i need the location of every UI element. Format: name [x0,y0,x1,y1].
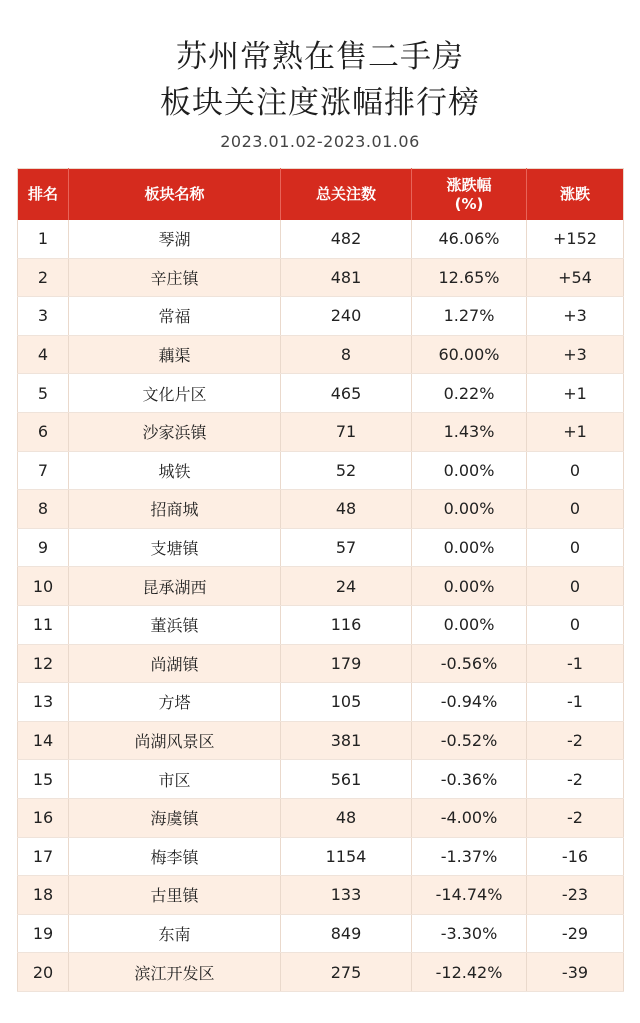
cell-change: +152 [527,220,624,258]
cell-area-name: 招商城 [69,490,281,529]
cell-total-follows: 52 [281,451,412,490]
cell-change-percent: 60.00% [412,335,527,374]
cell-change: -2 [527,798,624,837]
cell-rank: 11 [18,605,69,644]
table-row [18,335,624,374]
cell-change: -16 [527,837,624,876]
cell-change: -23 [527,876,624,915]
table-row [18,798,624,837]
cell-change: 0 [527,567,624,606]
cell-rank: 2 [18,258,69,297]
table-row [18,220,624,258]
cell-total-follows: 48 [281,490,412,529]
cell-total-follows: 105 [281,683,412,722]
cell-change: +3 [527,335,624,374]
table-row [18,451,624,490]
cell-area-name: 滨江开发区 [69,953,281,992]
cell-total-follows: 482 [281,220,412,258]
cell-total-follows: 48 [281,798,412,837]
cell-area-name: 文化片区 [69,374,281,413]
cell-rank: 19 [18,914,69,953]
table-row [18,683,624,722]
table-row [18,837,624,876]
header-rank: 排名 [18,169,69,221]
cell-rank: 1 [18,220,69,258]
table-body [18,220,624,991]
cell-area-name: 琴湖 [69,220,281,258]
cell-change-percent: -12.42% [412,953,527,992]
cell-total-follows: 381 [281,721,412,760]
cell-rank: 15 [18,760,69,799]
cell-rank: 13 [18,683,69,722]
cell-rank: 17 [18,837,69,876]
cell-change: 0 [527,490,624,529]
cell-change: +1 [527,374,624,413]
cell-change-percent: 0.22% [412,374,527,413]
cell-rank: 7 [18,451,69,490]
table-row [18,953,624,992]
cell-rank: 4 [18,335,69,374]
cell-change: -2 [527,721,624,760]
page-title-line-2: 板块关注度涨幅排行榜 [160,85,480,121]
cell-change-percent: 0.00% [412,528,527,567]
cell-area-name: 藕渠 [69,335,281,374]
cell-change-percent: 0.00% [412,451,527,490]
header-area-name: 板块名称 [69,169,281,221]
cell-area-name: 辛庄镇 [69,258,281,297]
cell-rank: 3 [18,297,69,336]
cell-change-percent: -4.00% [412,798,527,837]
cell-total-follows: 71 [281,412,412,451]
table-header-row [18,169,624,221]
cell-change: -1 [527,644,624,683]
cell-area-name: 沙家浜镇 [69,412,281,451]
cell-total-follows: 116 [281,605,412,644]
cell-area-name: 尚湖镇 [69,644,281,683]
cell-rank: 16 [18,798,69,837]
table-row [18,760,624,799]
header-total-follows: 总关注数 [281,169,412,221]
cell-area-name: 城铁 [69,451,281,490]
cell-total-follows: 240 [281,297,412,336]
cell-area-name: 东南 [69,914,281,953]
cell-area-name: 梅李镇 [69,837,281,876]
table-row [18,876,624,915]
ranking-table [17,168,624,992]
cell-rank: 10 [18,567,69,606]
cell-change: +1 [527,412,624,451]
header-change-percent: 涨跌幅 (%) [412,169,527,221]
cell-change: +54 [527,258,624,297]
cell-change-percent: -0.56% [412,644,527,683]
cell-change-percent: -14.74% [412,876,527,915]
cell-change: 0 [527,605,624,644]
cell-change-percent: -1.37% [412,837,527,876]
cell-total-follows: 57 [281,528,412,567]
cell-rank: 18 [18,876,69,915]
cell-change-percent: -0.94% [412,683,527,722]
cell-area-name: 支塘镇 [69,528,281,567]
cell-change: 0 [527,451,624,490]
cell-change: -29 [527,914,624,953]
cell-total-follows: 8 [281,335,412,374]
header-change: 涨跌 [527,169,624,221]
cell-change-percent: 1.27% [412,297,527,336]
cell-change-percent: -3.30% [412,914,527,953]
table-row [18,914,624,953]
cell-change-percent: 0.00% [412,567,527,606]
cell-change-percent: -0.52% [412,721,527,760]
cell-rank: 14 [18,721,69,760]
cell-total-follows: 24 [281,567,412,606]
cell-change-percent: 12.65% [412,258,527,297]
table-row [18,567,624,606]
cell-rank: 9 [18,528,69,567]
cell-total-follows: 561 [281,760,412,799]
page-title-line-1: 苏州常熟在售二手房 [176,39,464,75]
cell-area-name: 尚湖风景区 [69,721,281,760]
cell-total-follows: 1154 [281,837,412,876]
table-row [18,644,624,683]
cell-total-follows: 465 [281,374,412,413]
cell-area-name: 方塔 [69,683,281,722]
table-row [18,297,624,336]
cell-rank: 6 [18,412,69,451]
table-row [18,490,624,529]
cell-area-name: 海虞镇 [69,798,281,837]
cell-change: -39 [527,953,624,992]
table-row [18,374,624,413]
table-row [18,258,624,297]
cell-change: -1 [527,683,624,722]
cell-change: +3 [527,297,624,336]
cell-rank: 20 [18,953,69,992]
cell-total-follows: 179 [281,644,412,683]
cell-rank: 8 [18,490,69,529]
cell-rank: 5 [18,374,69,413]
cell-change: -2 [527,760,624,799]
cell-change-percent: 0.00% [412,605,527,644]
cell-area-name: 常福 [69,297,281,336]
cell-change: 0 [527,528,624,567]
cell-change-percent: 0.00% [412,490,527,529]
date-range: 2023.01.02-2023.01.06 [220,132,420,151]
cell-area-name: 昆承湖西 [69,567,281,606]
cell-change-percent: -0.36% [412,760,527,799]
cell-change-percent: 46.06% [412,220,527,258]
cell-total-follows: 133 [281,876,412,915]
cell-change-percent: 1.43% [412,412,527,451]
cell-area-name: 市区 [69,760,281,799]
table-row [18,605,624,644]
cell-total-follows: 481 [281,258,412,297]
cell-area-name: 董浜镇 [69,605,281,644]
cell-rank: 12 [18,644,69,683]
table-row [18,528,624,567]
cell-total-follows: 849 [281,914,412,953]
table-row [18,412,624,451]
table-row [18,721,624,760]
cell-total-follows: 275 [281,953,412,992]
cell-area-name: 古里镇 [69,876,281,915]
